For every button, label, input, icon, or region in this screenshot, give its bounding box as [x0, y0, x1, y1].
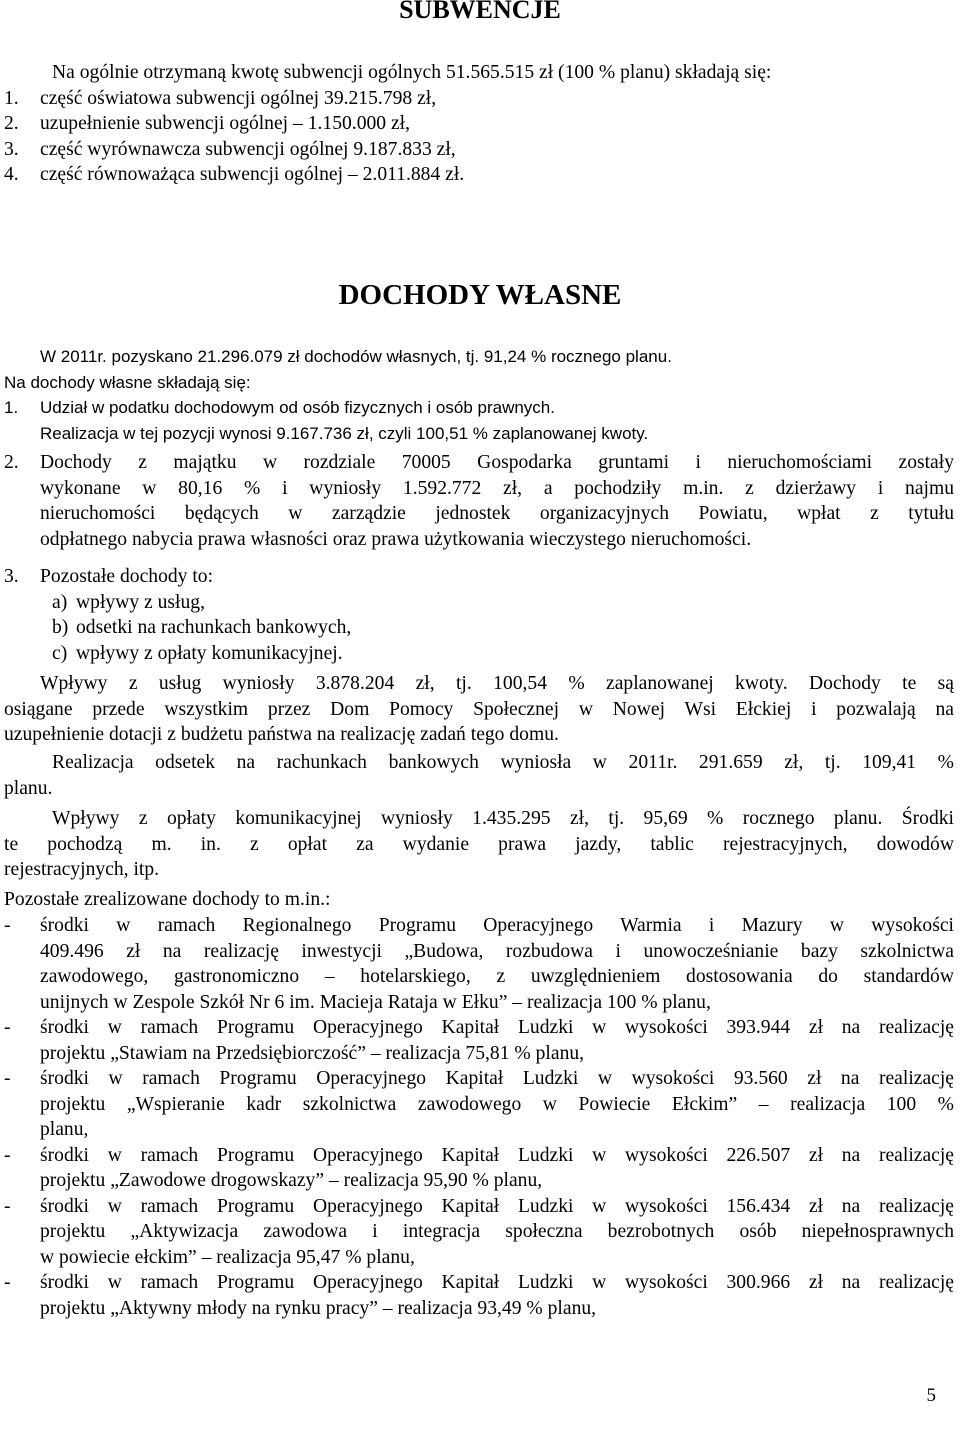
- dochody-summary-section: [4, 344, 954, 446]
- item-number: 1.: [4, 87, 19, 109]
- bullet-first-line: [4, 1194, 954, 1220]
- pozostale-lead: Pozostałe zrealizowane dochody to m.in.:: [4, 889, 331, 910]
- bullet-text-line: projektu „Wspieranie kadr szkolnictwa zawodowego w Powiecie Ełckim” – realizacja 100 %: [40, 1093, 954, 1115]
- dochody-summary: W 2011r. pozyskano 21.296.079 zł dochodów własnych, tj. 91,24 % rocznego planu.: [40, 347, 672, 366]
- item-number: 1.: [4, 398, 19, 417]
- paragraph-line: Wpływy z opłaty komunikacyjnej wyniosły 1.435.295 zł, tj. 95,69 % rocznego planu. Środki: [52, 808, 954, 829]
- list-item: [4, 162, 954, 188]
- item-text: część wyrównawcza subwencji ogólnej 9.187.833 zł,: [40, 138, 456, 160]
- paragraph-line: rejestracyjnych, itp.: [4, 859, 160, 880]
- item-text: część równoważąca subwencji ogólnej – 2.011.884 zł.: [40, 164, 465, 185]
- item-text-line: nieruchomości będących w zarządzie jednostek organizacyjnych Powiatu, wpłat z tytułu: [40, 503, 954, 524]
- subwencje-intro: Na ogólnie otrzymaną kwotę subwencji ogólnych 51.565.515 zł (100 % planu) składają się:: [52, 62, 772, 83]
- paragraph-line: planu.: [4, 777, 53, 799]
- bullet-text-line: 409.496 zł na realizację inwestycji „Budowa, rozbudowa i unowocześnianie bazy szkolnictwa: [40, 940, 954, 962]
- list-item: [4, 450, 954, 476]
- bullet-item: [4, 913, 954, 1015]
- sub-list-item: [4, 615, 954, 641]
- item-number: 3.: [4, 566, 19, 587]
- paragraph-line: Wpływy z usług wyniosły 3.878.204 zł, tj. 100,54 % zaplanowanej kwoty. Dochody te są: [40, 673, 954, 694]
- list-item: [4, 564, 954, 590]
- item-number: 3.: [4, 138, 19, 160]
- bullet-text-line: projektu „Stawiam na Przedsiębiorczość” – realizacja 75,81 % planu,: [40, 1042, 585, 1064]
- paragraph-line: Realizacja odsetek na rachunkach bankowych wyniosła w 2011r. 291.659 zł, tj. 109,41 %: [52, 752, 954, 773]
- bullet-item: [4, 1066, 954, 1143]
- item-text-continued: Realizacja w tej pozycji wynosi 9.167.736 zł, czyli 100,51 % zaplanowanej kwoty.: [40, 423, 649, 443]
- bullet-text: środki w ramach Programu Operacyjnego Kapitał Ludzki w wysokości 156.434 zł na realizację: [40, 1195, 954, 1217]
- item-text-line: wykonane w 80,16 % i wyniosły 1.592.772 zł, a pochodziły m.in. z dzierżawy i najmu: [40, 477, 954, 499]
- subwencje-list: [4, 86, 954, 188]
- bullet-marker: -: [4, 1144, 11, 1166]
- bullet-item: [4, 1270, 954, 1321]
- list-item: [4, 111, 954, 137]
- bullet-text-line: zawodowego, gastronomiczno – hotelarskiego, z uwzględnieniem dostosowania do standardów: [40, 966, 954, 987]
- section-heading: DOCHODY WŁASNE: [338, 279, 622, 311]
- paragraph-line: uzupełnienie dotacji z budżetu państwa na realizację zadań tego domu.: [4, 724, 559, 745]
- page-number: 5: [926, 1385, 936, 1406]
- bullet-marker: -: [4, 1272, 11, 1293]
- bullet-item: [4, 1194, 954, 1271]
- bullet-text-line: planu,: [40, 1119, 89, 1140]
- bullet-item: [4, 1143, 954, 1194]
- sub-item-letter: c): [52, 642, 68, 664]
- item-text: część oświatowa subwencji ogólnej 39.215.798 zł,: [40, 87, 437, 109]
- bullet-text: środki w ramach Programu Operacyjnego Kapitał Ludzki w wysokości 93.560 zł na realizację: [40, 1068, 954, 1089]
- bullet-list: [4, 913, 954, 1321]
- paragraph-line: te pochodzą m. in. z opłat za wydanie prawa jazdy, tablic rejestracyjnych, dowodów: [4, 833, 954, 855]
- paragraph-odsetki: [4, 750, 954, 801]
- bullet-text-line: unijnych w Zespole Szkół Nr 6 im. Macieja Rataja w Ełku” – realizacja 100 % planu,: [40, 991, 711, 1013]
- sub-item-letter: b): [52, 617, 69, 638]
- subwencje-section: [4, 60, 954, 188]
- bullet-first-line: [4, 1066, 954, 1092]
- item-number: 4.: [4, 164, 19, 185]
- pozostale-section: [4, 887, 954, 913]
- bullet-marker: -: [4, 1068, 11, 1089]
- list-item: [4, 86, 954, 112]
- bullet-text: środki w ramach Programu Operacyjnego Kapitał Ludzki w wysokości 393.944 zł na realizację: [40, 1017, 954, 1038]
- bullet-item: [4, 1015, 954, 1066]
- bullet-text-line: projektu „Aktywizacja zawodowa i integracja społeczna bezrobotnych osób niepełnosprawnych: [40, 1221, 954, 1242]
- list-item: [4, 137, 954, 163]
- paragraph-line: osiągane przede wszystkim przez Dom Pomocy Społecznej w Nowej Wsi Ełckiej i pozwalają na: [4, 698, 954, 720]
- bullet-text-line: w powiecie ełckim” – realizacja 95,47 % planu,: [40, 1246, 415, 1268]
- bullet-first-line: [4, 1143, 954, 1169]
- sub-list-item: [4, 590, 954, 616]
- item-number: 2.: [4, 113, 19, 134]
- item-text: Dochody z majątku w rozdziale 70005 Gospodarka gruntami i nieruchomościami zostały: [40, 452, 954, 473]
- item-text-line: odpłatnego nabycia prawa własności oraz prawa użytkowania wieczystego nieruchomości.: [40, 528, 752, 550]
- dochody-lead: Na dochody własne składają się:: [4, 372, 251, 392]
- bullet-text: środki w ramach Programu Operacyjnego Kapitał Ludzki w wysokości 226.507 zł na realizację: [40, 1144, 954, 1166]
- item-text: Pozostałe dochody to:: [40, 566, 214, 587]
- sub-item-text: wpływy z usług,: [76, 591, 205, 613]
- bullet-marker: -: [4, 1195, 11, 1217]
- bullet-marker: -: [4, 1017, 11, 1038]
- bullet-text-line: projektu „Zawodowe drogowskazy” – realizacja 95,90 % planu,: [40, 1170, 543, 1191]
- dochody-item-3: [4, 564, 954, 666]
- bullet-first-line: [4, 1270, 954, 1296]
- bullet-text: środki w ramach Regionalnego Programu Operacyjnego Warmia i Mazury w wysokości: [40, 915, 954, 936]
- item-text: uzupełnienie subwencji ogólnej – 1.150.000 zł,: [40, 113, 411, 134]
- bullet-text: środki w ramach Programu Operacyjnego Kapitał Ludzki w wysokości 300.966 zł na realizację: [40, 1272, 954, 1293]
- item-text: Udział w podatku dochodowym od osób fizycznych i osób prawnych.: [40, 398, 555, 417]
- sub-item-text: odsetki na rachunkach bankowych,: [76, 617, 352, 638]
- page-title: SUBWENCJE: [399, 0, 561, 24]
- paragraph-komunikacyjna: [4, 806, 954, 883]
- sub-list-item: [4, 641, 954, 667]
- item-number: 2.: [4, 452, 19, 473]
- sub-item-text: wpływy z opłaty komunikacyjnej.: [76, 642, 343, 664]
- bullet-first-line: [4, 913, 954, 939]
- bullet-first-line: [4, 1015, 954, 1041]
- list-item: [4, 395, 954, 421]
- bullet-marker: -: [4, 915, 11, 936]
- bullet-text-line: projektu „Aktywny młody na rynku pracy” – realizacja 93,49 % planu,: [40, 1297, 597, 1319]
- sub-item-letter: a): [52, 591, 68, 613]
- dochody-item-2: [4, 450, 954, 552]
- paragraph-uslugi: [4, 671, 954, 748]
